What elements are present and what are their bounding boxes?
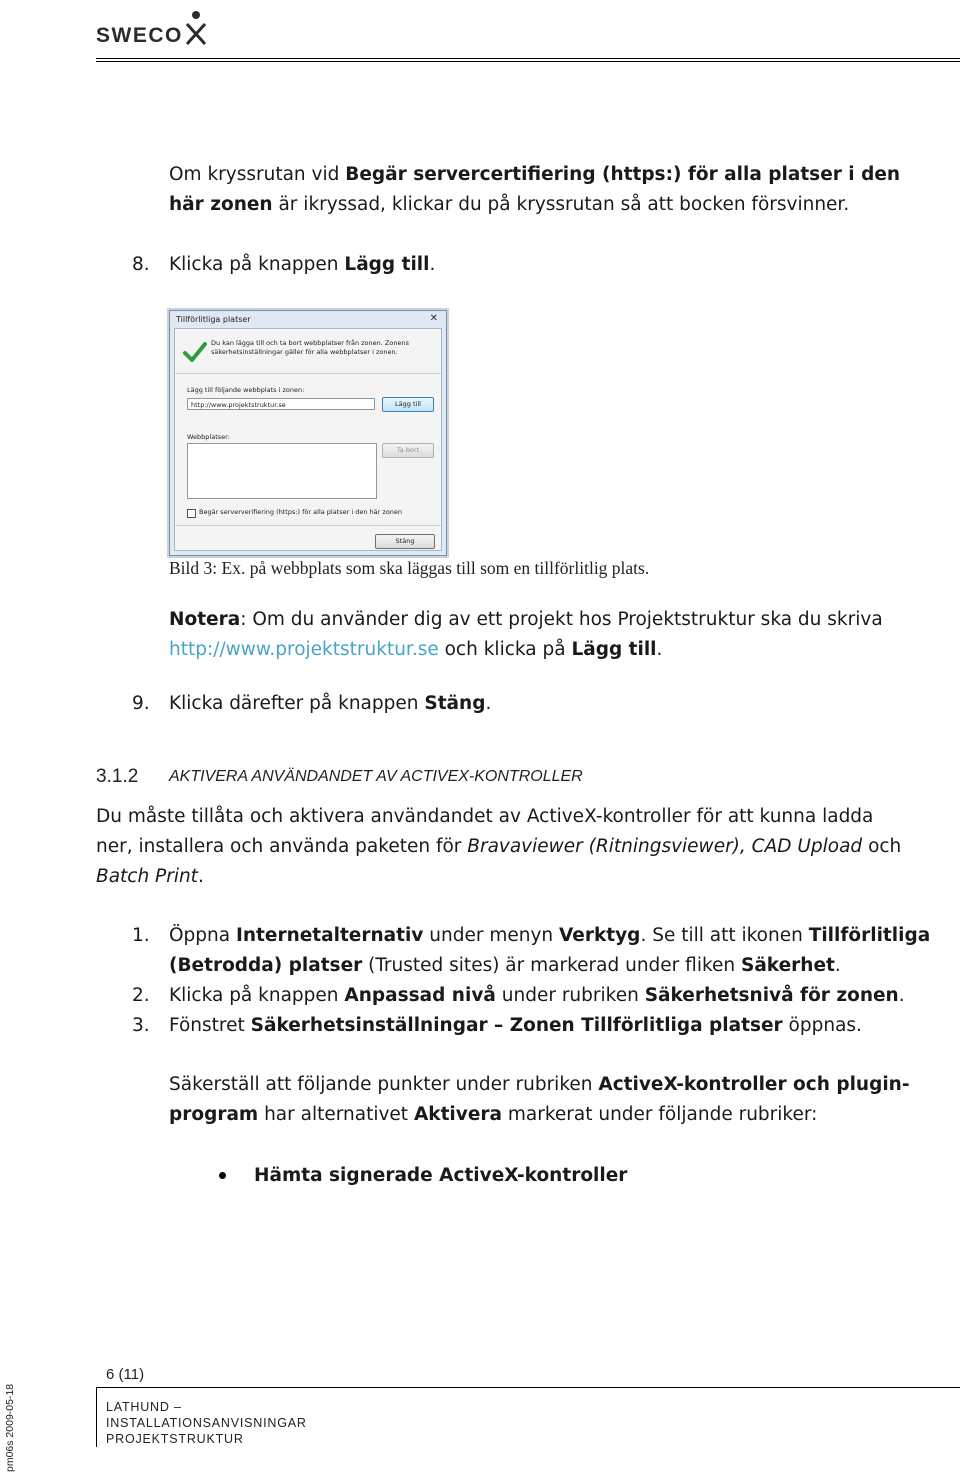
bullet-dot (219, 1172, 226, 1179)
site-url-input[interactable]: http://www.projektstruktur.se (187, 398, 375, 410)
step-8-text: Klicka på knappen Lägg till. (169, 254, 436, 275)
note-paragraph: Notera: Om du använder dig av ett projekt hos Projektstruktur ska du skriva http://www.projektstruktur.se och klicka på Lägg till. (169, 609, 883, 660)
list-item-3-number: 3. (132, 1015, 150, 1036)
close-button[interactable]: Stäng (375, 534, 435, 549)
step-8-number: 8. (132, 254, 150, 275)
add-button[interactable]: Lägg till (382, 397, 434, 412)
list-item-3: Fönstret Säkerhetsinställningar – Zonen Tillförlitliga platser öppnas. (169, 1015, 862, 1036)
logo-text: SWECO (96, 24, 183, 47)
ensure-paragraph: Säkerställ att följande punkter under rubriken ActiveX-kontroller och plugin- program har alternativet Aktivera markerat under följande rubriker: (169, 1074, 910, 1125)
footer-rule (96, 1387, 960, 1388)
dialog-body (174, 328, 442, 551)
projektstruktur-link[interactable]: http://www.projektstruktur.se (169, 639, 439, 660)
page-number: 6 (11) (106, 1366, 145, 1383)
list-item-2-number: 2. (132, 985, 150, 1006)
step-9-number: 9. (132, 693, 150, 714)
sweco-logo (96, 6, 207, 46)
intro-paragraph: Du måste tillåta och aktivera användandet av ActiveX-kontroller för att kunna ladda ner, installera och använda paketen för Bravaviewer (Ritningsviewer), CAD Upload och Batch Print. (96, 806, 902, 887)
footer-line-1: LATHUND – (106, 1400, 182, 1414)
header-rule (96, 58, 960, 59)
dialog-separator (175, 373, 441, 374)
remove-button[interactable]: Ta bort (382, 443, 434, 458)
dialog-info-text: Du kan lägga till och ta bort webbplatser från zonen. Zonens säkerhetsinställningar gäller för alla webbplatser i zonen. (211, 339, 409, 356)
paragraph-certificate: Om kryssrutan vid Begär servercertifiering (https:) för alla platser i den här zonen är ikryssad, klickar du på kryssrutan så att bocken försvinner. (169, 164, 901, 215)
bullet-item: Hämta signerade ActiveX-kontroller (254, 1165, 628, 1186)
https-checkbox-label: Begär serververifiering (https:) för alla platser i den här zonen (199, 508, 403, 516)
list-item-1-number: 1. (132, 925, 150, 946)
list-item-2: Klicka på knappen Anpassad nivå under rubriken Säkerhetsnivå för zonen. (169, 985, 905, 1006)
checkmark-icon (183, 341, 207, 363)
header-rule-secondary (96, 61, 960, 62)
section-number: 3.1.2 (96, 766, 139, 787)
sites-list[interactable] (187, 443, 377, 499)
step-9-text: Klicka därefter på knappen Stäng. (169, 693, 492, 714)
figure-caption: Bild 3: Ex. på webbplats som ska läggas till som en tillförlitlig plats. (169, 558, 650, 578)
list-item-1: Öppna Internetalternativ under menyn Verktyg. Se till att ikonen Tillförlitliga (Betrodda) platser (Trusted sites) är markerad under fliken Säkerhet. (169, 925, 931, 976)
side-doc-code: pm06s 2009-05-18 (4, 1383, 16, 1472)
footer-line-2: INSTALLATIONSANVISNINGAR (106, 1416, 307, 1430)
dialog-separator-bottom (175, 525, 441, 526)
section-title: AKTIVERA ANVÄNDANDET AV ACTIVEX-KONTROLLER (169, 768, 583, 785)
dialog-title: Tillförlitliga platser (176, 315, 251, 324)
add-site-label: Lägg till följande webbplats i zonen: (187, 386, 305, 394)
footer-line-3: PROJEKTSTRUKTUR (106, 1432, 244, 1446)
footer-vertical-rule (96, 1387, 97, 1447)
sites-label: Webbplatser: (187, 433, 230, 441)
trusted-sites-dialog (169, 310, 447, 556)
sweco-star-icon (185, 10, 207, 46)
https-checkbox[interactable] (187, 509, 196, 518)
close-icon[interactable]: ✕ (429, 313, 438, 324)
